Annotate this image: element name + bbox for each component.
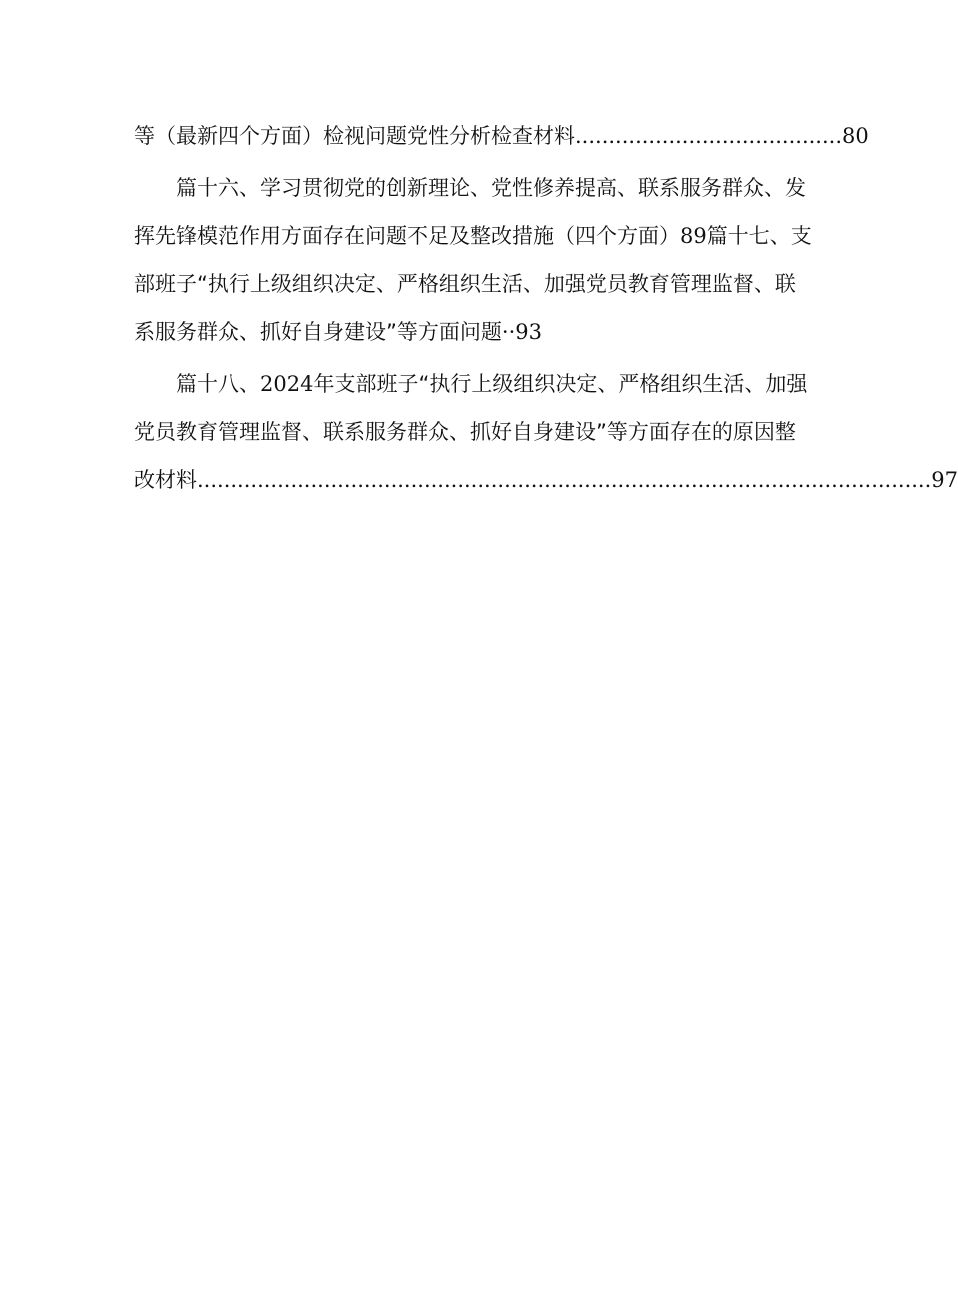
toc-entry-16-text-1: 篇十六、学习贯彻党的创新理论、党性修养提高、联系服务群众、发 bbox=[176, 176, 806, 200]
toc-entry-17-text-3: 系服务群众、抓好自身建设”等方面问题 bbox=[134, 320, 502, 344]
toc-entry-18-leader: .............................................................................................................. bbox=[197, 468, 932, 492]
toc-entry-18-line-2[interactable] bbox=[134, 408, 796, 456]
toc-entry-18-text-2: 党员教育管理监督、联系服务群众、抓好自身建设”等方面存在的原因整 bbox=[134, 420, 796, 444]
toc-entry-15-leader: ........................................ bbox=[575, 124, 843, 148]
toc-entry-18-line-1[interactable] bbox=[134, 360, 808, 408]
toc-entry-18-text-3: 改材料 bbox=[134, 468, 197, 492]
toc-entry-17-page: 93 bbox=[515, 320, 542, 344]
toc-entry-18-line-3[interactable] bbox=[134, 456, 958, 504]
toc-entry-16-line-2[interactable] bbox=[134, 212, 812, 260]
toc-entry-17-text-1: 篇十七、支 bbox=[706, 224, 812, 248]
toc-entry-15-page: 80 bbox=[842, 124, 869, 148]
toc-entry-16-text-2: 挥先锋模范作用方面存在问题不足及整改措施（四个方面） bbox=[134, 224, 680, 248]
toc-entry-15-text: 等（最新四个方面）检视问题党性分析检查材料 bbox=[134, 124, 575, 148]
toc-entry-16-page: 89 bbox=[680, 224, 707, 248]
toc-entry-16-line-1[interactable] bbox=[134, 164, 806, 212]
table-of-contents bbox=[134, 112, 958, 504]
toc-entry-17-leader: ·· bbox=[501, 320, 516, 344]
toc-entry-18-prefix: 篇十八、 bbox=[176, 372, 260, 396]
toc-entry-15-line-1[interactable] bbox=[134, 112, 869, 160]
toc-entry-17-line-2[interactable] bbox=[134, 260, 796, 308]
toc-entry-18-text-1: 年支部班子“执行上级组织决定、严格组织生活、加强 bbox=[313, 372, 808, 396]
toc-entry-17-line-3[interactable] bbox=[134, 308, 790, 356]
toc-entry-17-text-2: 部班子“执行上级组织决定、严格组织生活、加强党员教育管理监督、联 bbox=[134, 272, 796, 296]
toc-entry-18-year: 2024 bbox=[260, 372, 314, 396]
toc-entry-18-page: 97 bbox=[931, 468, 958, 492]
